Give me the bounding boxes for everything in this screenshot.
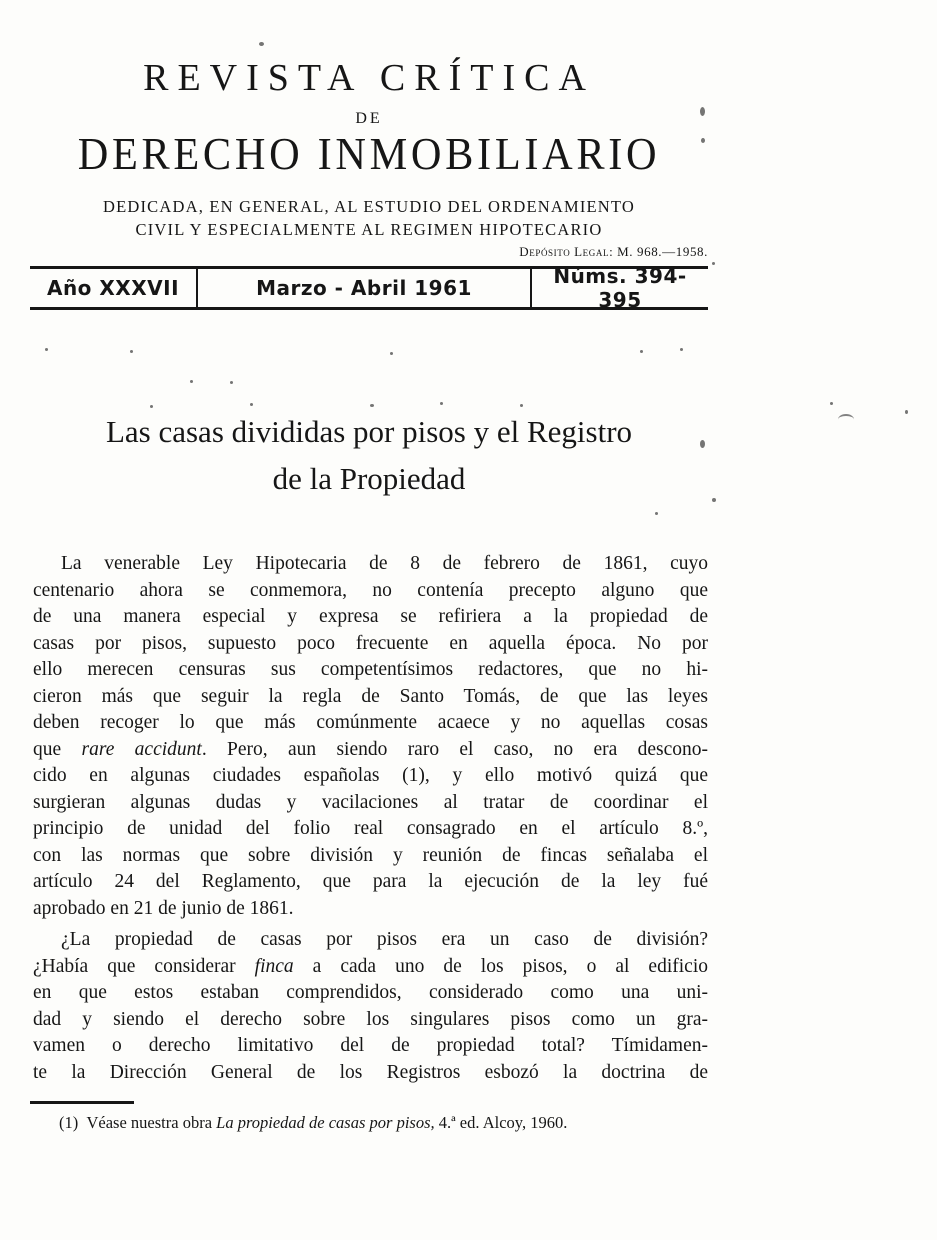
body-line: cido en algunas ciudades españolas (1), y ello motivó quizá que: [33, 765, 708, 786]
journal-title-connector: DE: [355, 110, 383, 127]
article-body: [33, 551, 708, 1086]
scan-speckle: [259, 42, 264, 46]
paragraph: [33, 551, 708, 922]
scan-speckle: [230, 381, 233, 384]
scan-speckle: [905, 410, 908, 414]
body-line: aprobado en 21 de junio de 1861.: [33, 897, 294, 919]
body-line: con las normas que sobre división y reunión de fincas señalaba el: [33, 844, 708, 866]
deposito-legal: Depósito Legal: M. 968.—1958.: [519, 244, 708, 259]
body-line: ¿La propiedad de casas por pisos era un caso de división?: [61, 929, 708, 950]
scan-speckle: [700, 440, 705, 448]
body-line: artículo 24 del Reglamento, que para la ejecución de la ley fué: [33, 871, 708, 892]
scan-speckle: [830, 402, 833, 405]
body-line: La venerable Ley Hipotecaria de 8 de febrero de 1861, cuyo: [61, 553, 708, 574]
journal-title-line1: REVISTA CRÍTICA: [143, 57, 595, 99]
scan-speckle: [520, 404, 523, 407]
body-line: centenario ahora se conmemora, no contenía precepto alguno que: [33, 579, 708, 601]
scan-speckle: [150, 405, 153, 408]
journal-subtitle-line2: CIVIL Y ESPECIALMENTE AL REGIMEN HIPOTECARIO: [135, 220, 603, 239]
scan-speckle: [712, 498, 716, 502]
issue-year: Año XXXVII: [46, 276, 180, 300]
footnote-separator: [30, 1101, 134, 1104]
scan-speckle: [680, 348, 683, 351]
scan-speckle: [655, 512, 658, 515]
scan-speckle: [390, 352, 393, 355]
body-line: en que estos estaban comprendidos, considerado como una uni-: [33, 982, 708, 1003]
scan-speckle: [700, 107, 705, 116]
body-line: de una manera especial y expresa se refiriera a la propiedad de: [33, 606, 708, 627]
body-line: principio de unidad del folio real consagrado en el artículo 8.º,: [33, 818, 708, 839]
scan-speckle: [370, 404, 374, 407]
footnote-text: (1) Véase nuestra obra La propiedad de casas por pisos, 4.ª ed. Alcoy, 1960.: [59, 1113, 568, 1132]
body-line: casas por pisos, supuesto poco frecuente en aquella época. No por: [33, 632, 708, 654]
scan-speckle: [45, 348, 48, 351]
journal-subtitle-line1: DEDICADA, EN GENERAL, AL ESTUDIO DEL ORDENAMIENTO: [102, 197, 636, 216]
body-line: ¿Había que considerar finca a cada uno de los pisos, o al edificio: [33, 955, 708, 977]
article-title-line: de la Propiedad: [272, 461, 466, 496]
scan-speckle: [130, 350, 133, 353]
scan-speckle: [250, 403, 253, 406]
scan-speckle: [640, 350, 643, 353]
body-line: te la Dirección General de los Registros esbozó la doctrina de: [33, 1061, 708, 1083]
scan-speckle: [701, 138, 705, 143]
journal-title-line2: DERECHO INMOBILIARIO: [77, 128, 661, 179]
scan-speckle: [838, 414, 854, 425]
body-line: ello merecen censuras sus competentísimos redactores, que no hi-: [33, 659, 708, 680]
body-line: deben recoger lo que más comúnmente acaece y no aquellas cosas: [33, 712, 708, 733]
issue-period: Marzo - Abril 1961: [256, 276, 472, 300]
article-title-line: Las casas divididas por pisos y el Registro: [105, 414, 633, 449]
scan-speckle: [440, 402, 443, 405]
scan-speckle: [190, 380, 193, 383]
body-line: surgieran algunas dudas y vacilaciones al tratar de coordinar el: [33, 791, 708, 813]
paragraph: [33, 927, 708, 1086]
issue-info-bar: [30, 266, 708, 310]
body-line: que rare accidunt. Pero, aun siendo raro el caso, no era descono-: [33, 738, 709, 760]
issue-numbers: Núms. 394-395: [553, 264, 687, 312]
body-line: cieron más que seguir la regla de Santo Tomás, de que las leyes: [33, 685, 708, 707]
scan-speckle: [712, 262, 715, 265]
body-line: dad y siendo el derecho sobre los singulares pisos como un gra-: [33, 1008, 708, 1030]
article-title: [30, 408, 708, 502]
body-line: vamen o derecho limitativo del de propiedad total? Tímidamen-: [33, 1035, 708, 1056]
